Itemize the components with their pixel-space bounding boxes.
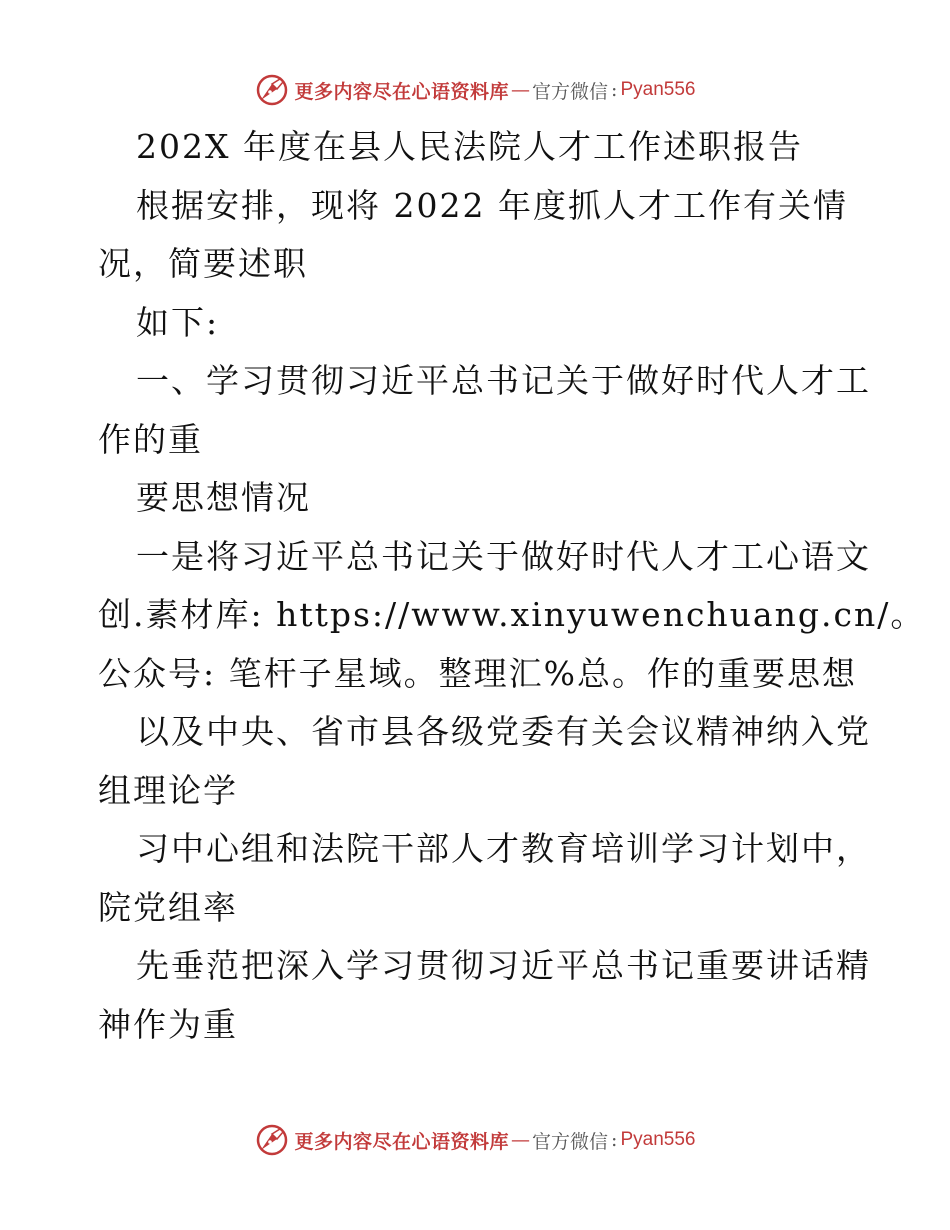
banner-dash: —: [511, 79, 531, 101]
banner-wechat-label: 官方微信: [532, 80, 609, 103]
paragraph-line: 以及中央、省市县各级党委有关会议精神纳入党: [136, 712, 871, 751]
footer-banner: [0, 1120, 950, 1160]
banner-title: 更多内容尽在心语资料库: [294, 80, 510, 103]
document-title: 202X 年度在县人民法院人才工作述职报告: [136, 127, 803, 166]
banner-wechat-label: 官方微信: [532, 1130, 609, 1153]
banner-dash: —: [511, 1129, 531, 1151]
banner-wechat-id: Pyan556: [620, 1129, 696, 1150]
pen-nib-logo-icon: [255, 1123, 289, 1157]
section-heading: 作的重: [98, 419, 203, 459]
banner-title: 更多内容尽在心语资料库: [294, 1130, 510, 1153]
paragraph-line: 根据安排，现将 2022 年度抓人才工作有关情: [136, 185, 848, 225]
header-banner: [0, 70, 950, 110]
paragraph-line: 习中心组和法院干部人才教育培训学习计划中，: [136, 829, 871, 868]
paragraph-line: 神作为重: [98, 1004, 238, 1044]
banner-separator: :: [611, 79, 618, 101]
section-heading: 一、学习贯彻习近平总书记关于做好时代人才工: [136, 361, 871, 400]
paragraph-line: 创.素材库: https://www.xinyuwenchuang.cn/。: [98, 595, 926, 634]
paragraph-line: 院党组率: [98, 887, 238, 927]
paragraph-line: 先垂范把深入学习贯彻习近平总书记重要讲话精: [136, 946, 871, 985]
banner-wechat-id: Pyan556: [620, 79, 696, 100]
banner-separator: :: [611, 1129, 618, 1151]
paragraph-line: 公众号: 笔杆子星域。整理汇%总。作的重要思想: [98, 653, 857, 693]
paragraph-line: 组理论学: [98, 770, 238, 810]
paragraph-line: 一是将习近平总书记关于做好时代人才工心语文: [136, 536, 871, 576]
paragraph-line: 况，简要述职: [98, 244, 308, 283]
pen-nib-logo-icon: [255, 73, 289, 107]
paragraph-line: 如下:: [136, 302, 220, 342]
document-body: [98, 118, 926, 1054]
section-heading: 要思想情况: [136, 478, 311, 517]
